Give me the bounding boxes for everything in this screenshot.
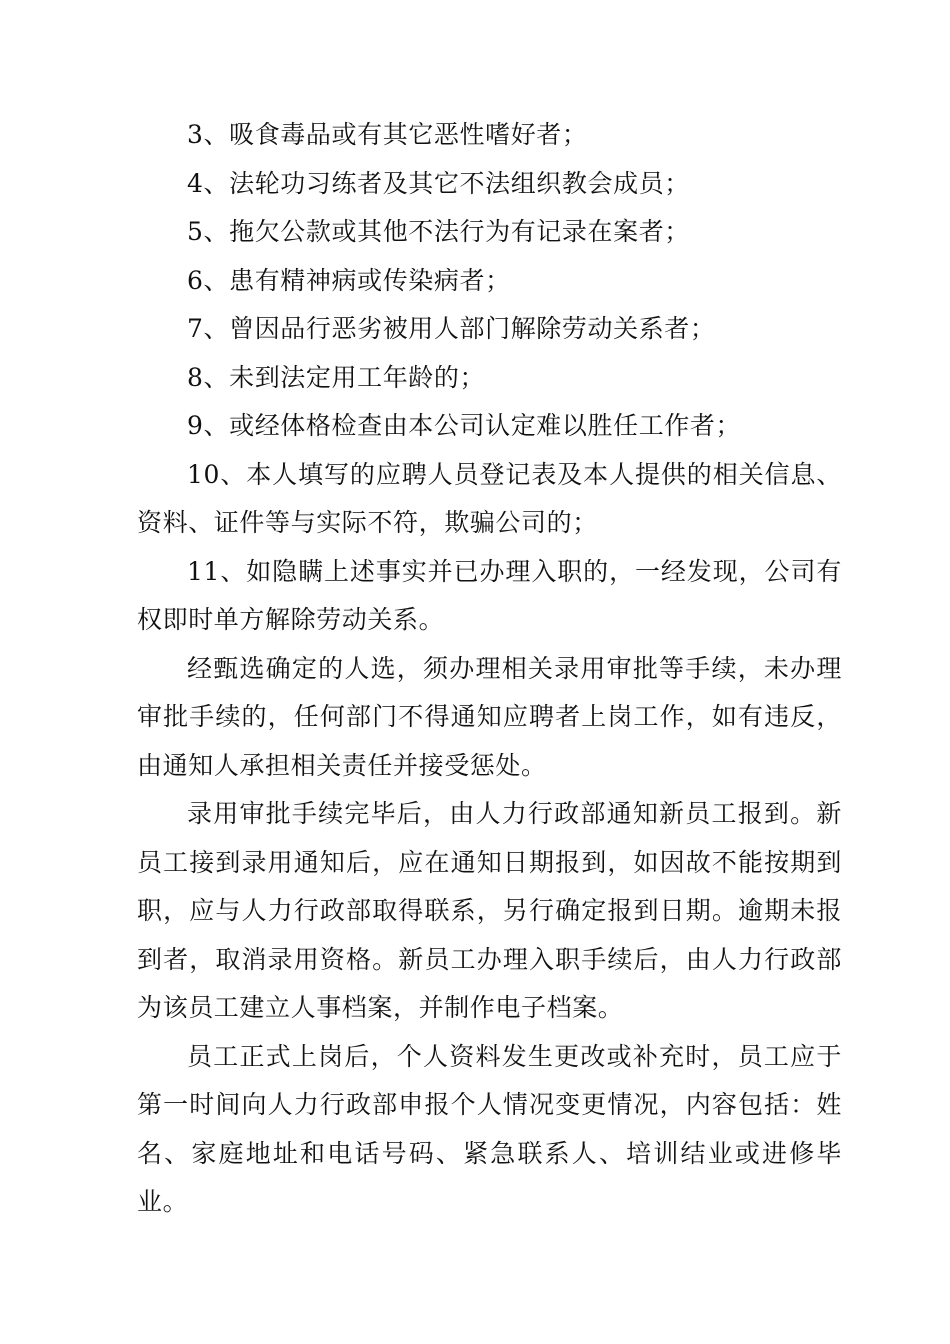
list-item-5: 5、拖欠公款或其他不法行为有记录在案者； <box>187 217 690 246</box>
list-item-4: 4、法轮功习练者及其它不法组织教会成员； <box>187 168 690 198</box>
list-item-7: 7、曾因品行恶劣被用人部门解除劳动关系者； <box>187 314 716 343</box>
list-item-9: 9、或经体格检查由本公司认定难以胜任工作者； <box>187 411 742 440</box>
list-item-11: 11、如隐瞒上述事实并已办理入职的，一经发现，公司有权即时单方解除劳动关系。 <box>137 556 842 634</box>
list-item-10: 10、本人填写的应聘人员登记表及本人提供的相关信息、资料、证件等与实际不符，欺骗公司的； <box>137 459 842 537</box>
list-item-3: 3、吸食毒品或有其它恶性嗜好者； <box>187 120 588 149</box>
paragraph-onboarding: 录用审批手续完毕后，由人力行政部通知新员工报到。新员工接到录用通知后，应在通知日期报到，如因故不能按期到职，应与人力行政部取得联系，另行确定报到日期。逾期未报到者，取消录用资格。新员工办理入职手续后，由人力行政部为该员工建立人事档案，并制作电子档案。 <box>137 799 842 1022</box>
list-item-6: 6、患有精神病或传染病者； <box>187 265 511 295</box>
list-item-8: 8、未到法定用工年龄的； <box>187 362 486 392</box>
document-body <box>137 111 842 1227</box>
paragraph-info-change: 员工正式上岗后，个人资料发生更改或补充时，员工应于第一时间向人力行政部申报个人情况变更情况，内容包括：姓名、家庭地址和电话号码、紧急联系人、培训结业或进修毕业。 <box>137 1041 842 1216</box>
paragraph-approval: 经甄选确定的人选，须办理相关录用审批等手续，未办理审批手续的，任何部门不得通知应聘者上岗工作，如有违反，由通知人承担相关责任并接受惩处。 <box>137 653 842 780</box>
